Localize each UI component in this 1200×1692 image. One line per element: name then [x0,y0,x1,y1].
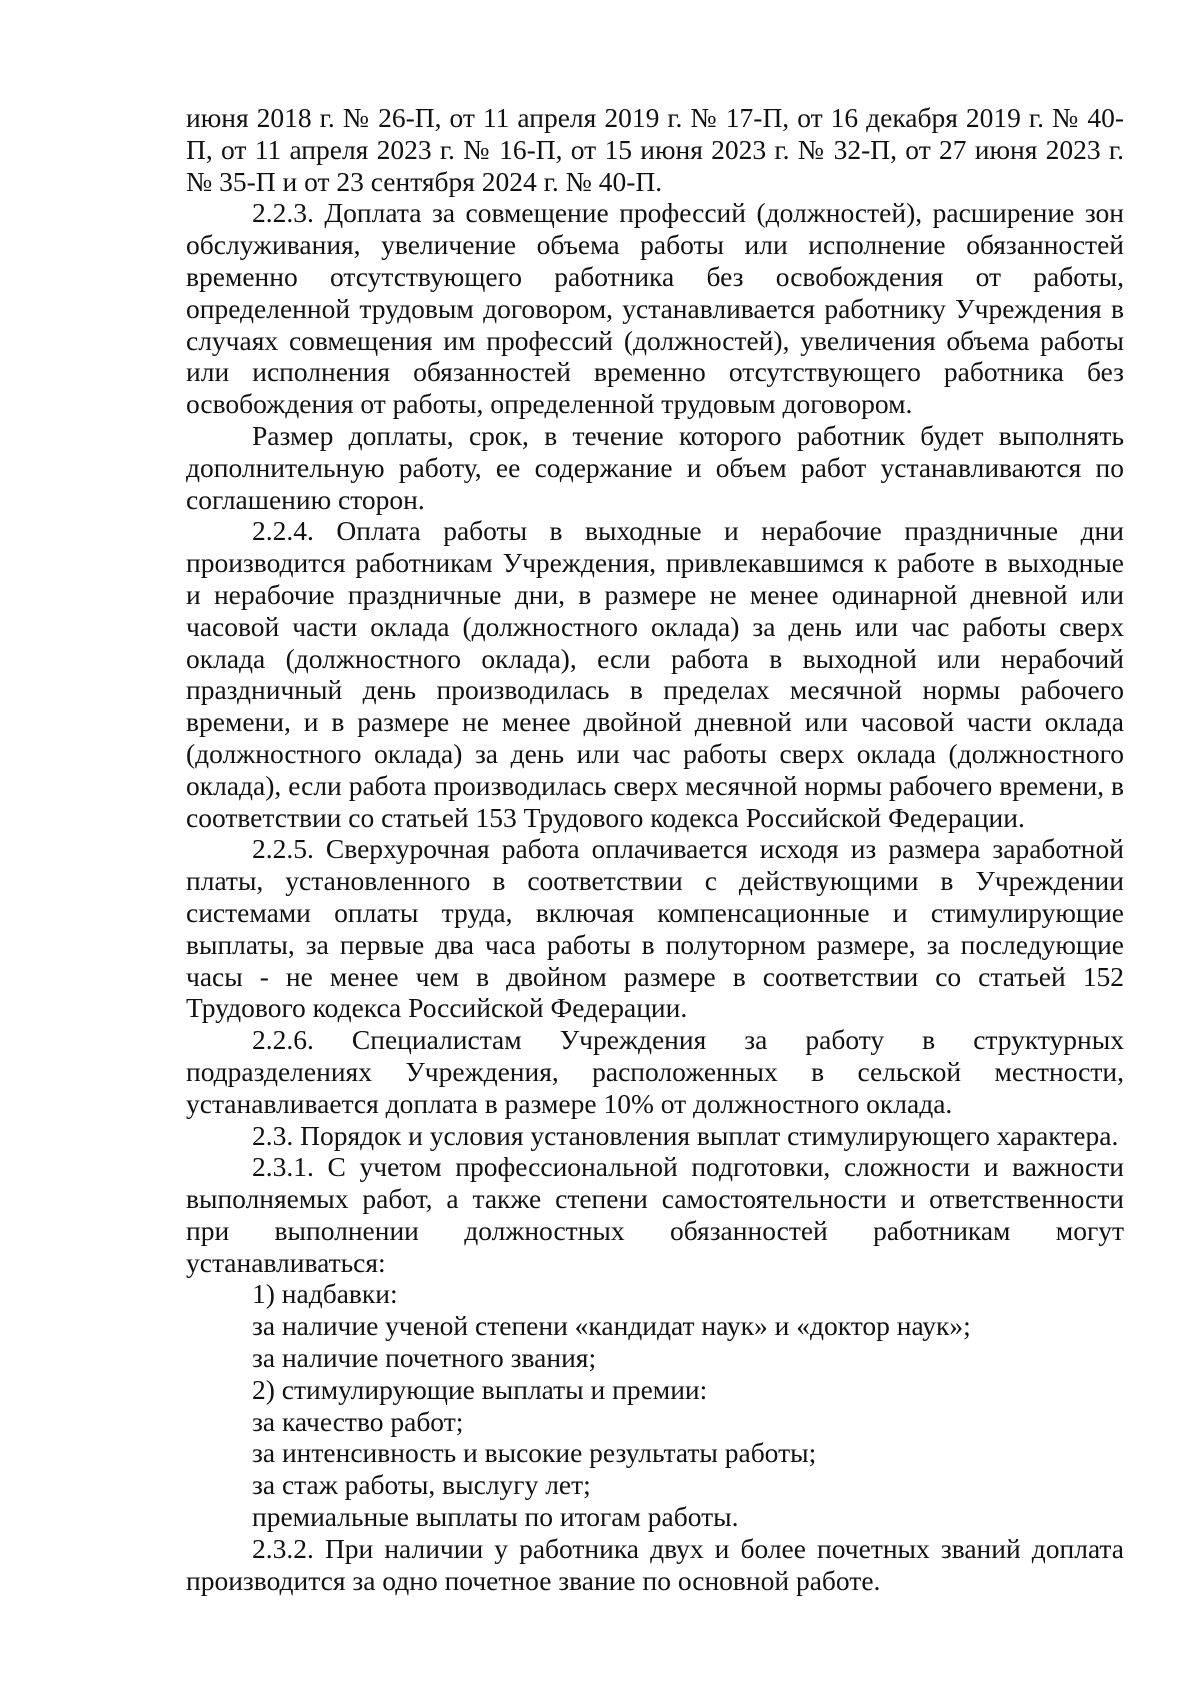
list-item: за стаж работы, выслугу лет; [252,1469,591,1501]
paragraph-2-3-1: 2.3.1. С учетом профессиональной подготовки, сложности и важности выполняемых работ, а также степени самостоятельности и ответственности при выполнении должностных обязанностей работникам могут устанавливаться: [186,1151,1124,1278]
list-item: за наличие ученой степени «кандидат наук» и «доктор наук»; [252,1310,971,1342]
paragraph-2-2-4: 2.2.4. Оплата работы в выходные и нерабочие праздничные дни производится работникам Учреждения, привлекавшимся к работе в выходные и нерабочие праздничные дни, в размере не менее одинарной дневной или часовой части оклада (должностного оклада) за день или час работы сверх оклада (должностного оклада), если работа в выходной или нерабочий праздничный день производилась в пределах месячной нормы рабочего времени, и в размере не менее двойной дневной или часовой части оклада (должностного оклада) за день или час работы сверх оклада (должностного оклада), если работа производилась сверх месячной нормы рабочего времени, в соответствии со статьей 153 Трудового кодекса Российской Федерации. [186,515,1124,833]
paragraph-payment-size: Размер доплаты, срок, в течение которого работник будет выполнять дополнительную работу, ее содержание и объем работ устанавливаются по соглашению сторон. [186,419,1124,515]
paragraph-continuation: июня 2018 г. № 26-П, от 11 апреля 2019 г. № 17-П, от 16 декабря 2019 г. № 40-П, от 11 апреля 2023 г. № 16-П, от 15 июня 2023 г. № 32-П, от 27 июня 2023 г. № 35-П и от 23 сентября 2024 г. № 40-П. [186,102,1124,197]
paragraph-2-3: 2.3. Порядок и условия установления выплат стимулирующего характера. [252,1119,1119,1151]
list-item: за интенсивность и высокие результаты работы; [252,1437,817,1469]
paragraph-2-2-3: 2.2.3. Доплата за совмещение профессий (должностей), расширение зон обслуживания, увеличение объема работы или исполнение обязанностей временно отсутствующего работника без освобождения от работы, определенной трудовым договором, устанавливается работнику Учреждения в случаях совмещения им профессий (должностей), увеличения объема работы или исполнения обязанностей временно отсутствующего работника без освобождения от работы, определенной трудовым договором. [186,197,1124,420]
list-item: 1) надбавки: [252,1278,398,1310]
list-item: за качество работ; [252,1405,464,1437]
paragraph-2-2-5: 2.2.5. Сверхурочная работа оплачивается исходя из размера заработной платы, установленного в соответствии с действующими в Учреждении системами оплаты труда, включая компенсационные и стимулирующие выплаты, за первые два часа работы в полуторном размере, за последующие часы - не менее чем в двойном размере в соответствии со статьей 152 Трудового кодекса Российской Федерации. [186,833,1124,1024]
list-item: 2) стимулирующие выплаты и премии: [252,1373,708,1405]
document-page [186,102,1124,1596]
paragraph-2-2-6: 2.2.6. Специалистам Учреждения за работу в структурных подразделениях Учреждения, расположенных в сельской местности, устанавливается доплата в размере 10% от должностного оклада. [186,1024,1124,1119]
paragraph-2-3-2: 2.3.2. При наличии у работника двух и более почетных званий доплата производится за одно почетное звание по основной работе. [186,1532,1124,1596]
list-item: премиальные выплаты по итогам работы. [252,1501,739,1533]
list-item: за наличие почетного звания; [252,1342,597,1374]
